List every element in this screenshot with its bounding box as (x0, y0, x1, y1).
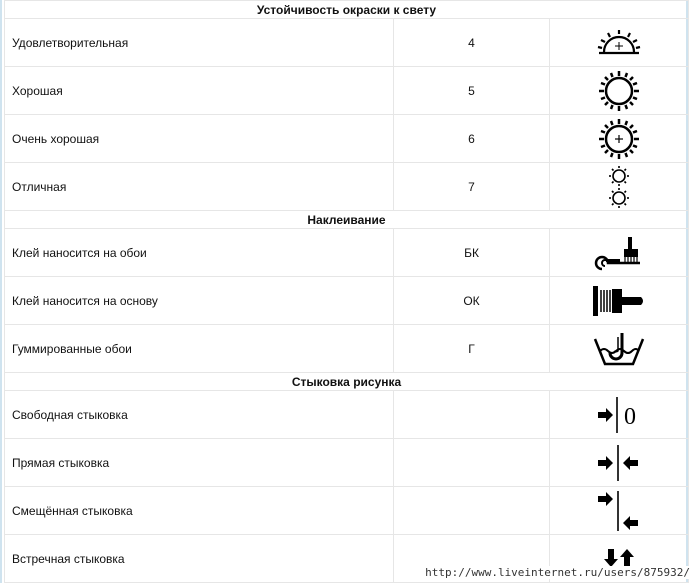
table-row (5, 439, 689, 487)
row-name: Очень хорошая (5, 115, 394, 163)
row-code: 6 (394, 115, 550, 163)
row-code: БК (394, 229, 550, 277)
half-sun-plus-icon (596, 28, 642, 58)
row-name: Свободная стыковка (5, 391, 394, 439)
free-match-zero: 0 (624, 403, 636, 430)
table-row (5, 19, 689, 67)
table-row (5, 229, 689, 277)
table-row (5, 163, 689, 211)
water-basin-icon (592, 331, 646, 367)
table-row (5, 115, 689, 163)
wallpaper-symbols-table (4, 0, 689, 583)
section-title: Устойчивость окраски к свету (5, 1, 689, 19)
table-row (5, 487, 689, 535)
glue-on-wallpaper-icon (594, 235, 644, 271)
straight-match-icon (594, 443, 644, 483)
offset-match-icon (594, 489, 644, 533)
row-code: 5 (394, 67, 550, 115)
sun-plus-icon (597, 117, 641, 161)
row-code (394, 487, 550, 535)
row-code: 7 (394, 163, 550, 211)
row-name: Прямая стыковка (5, 439, 394, 487)
row-name: Отличная (5, 163, 394, 211)
row-code: 4 (394, 19, 550, 67)
sun-icon (597, 69, 641, 113)
free-match-icon (594, 395, 644, 435)
row-name: Клей наносится на обои (5, 229, 394, 277)
row-code: ОК (394, 277, 550, 325)
row-name: Встречная стыковка (5, 535, 394, 583)
watermark-url: http://www.liveinternet.ru/users/875932/ (425, 566, 690, 579)
table-row (5, 391, 689, 439)
row-name: Удовлетворительная (5, 19, 394, 67)
section-title: Стыковка рисунка (5, 373, 689, 391)
double-small-sun-icon (607, 165, 631, 209)
row-name: Хорошая (5, 67, 394, 115)
row-code (394, 391, 550, 439)
section-title: Наклеивание (5, 211, 689, 229)
table-row (5, 277, 689, 325)
glue-on-wall-icon (591, 284, 647, 318)
row-code (394, 439, 550, 487)
row-name: Смещённая стыковка (5, 487, 394, 535)
table-row (5, 67, 689, 115)
row-name: Гуммированные обои (5, 325, 394, 373)
row-code: Г (394, 325, 550, 373)
row-name: Клей наносится на основу (5, 277, 394, 325)
table-row (5, 325, 689, 373)
